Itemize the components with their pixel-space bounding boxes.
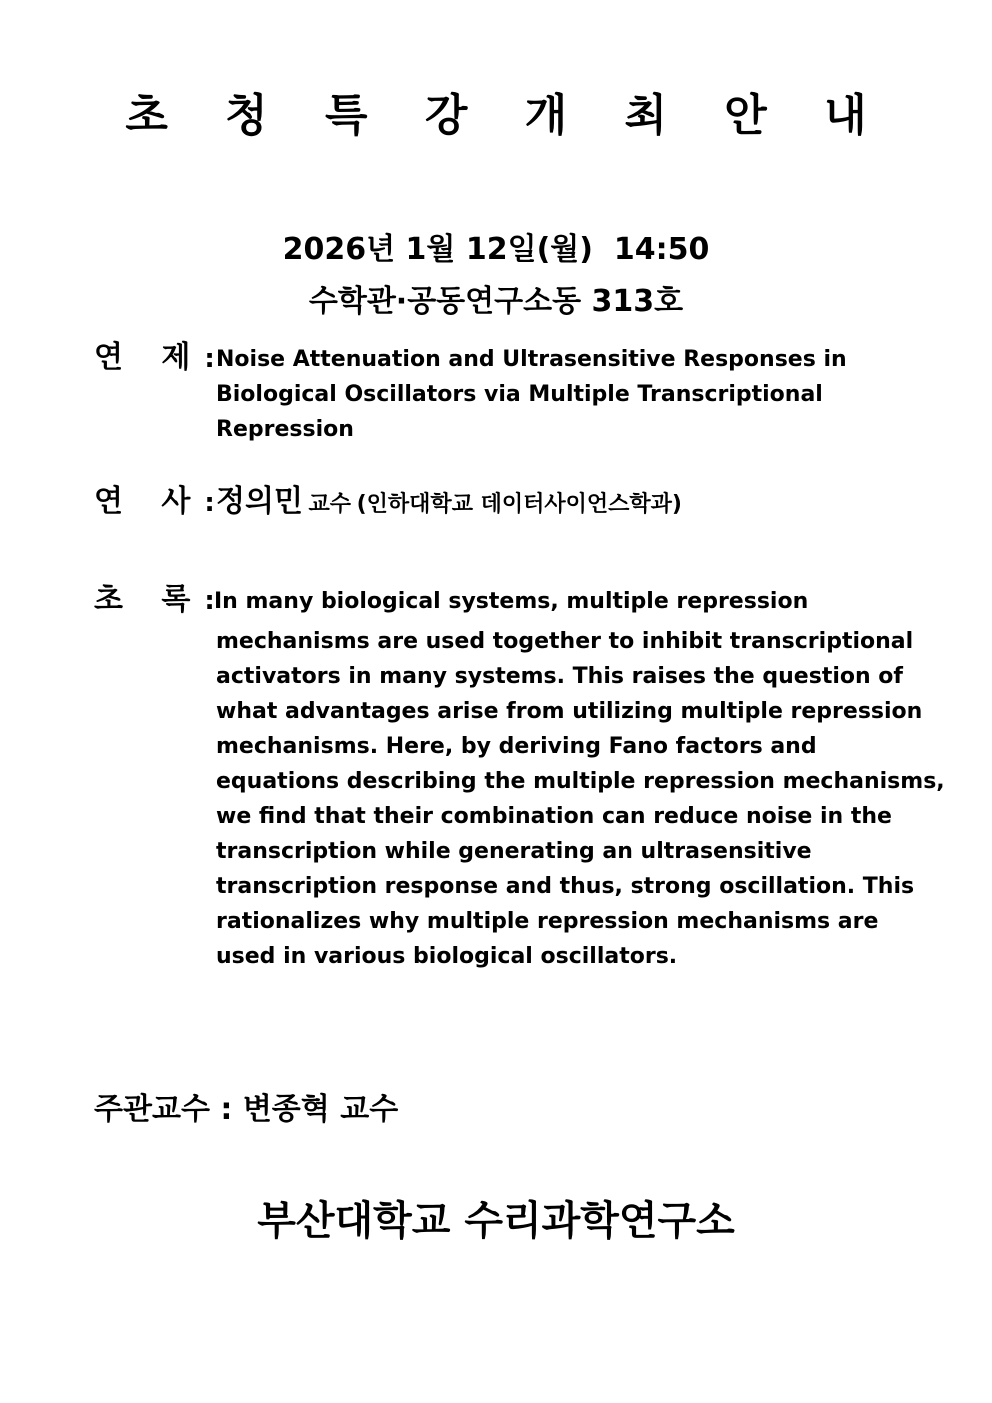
speaker-name: 정의민 <box>216 484 303 519</box>
speaker-label: 연 사 <box>94 484 205 519</box>
event-datetime: 2026년 1월 12일(월) 14:50 <box>282 232 710 267</box>
speaker-info <box>216 482 682 522</box>
host-name: 변종혁 교수 <box>242 1092 399 1127</box>
speaker-title: 교수 <box>308 492 352 517</box>
abstract-line: transcription while generating an ultrasensitive <box>216 839 812 864</box>
abstract-line: we find that their combination can reduce noise in the <box>216 804 892 829</box>
speaker-affiliation: (인하대학교 데이터사이언스학과) <box>356 492 682 517</box>
topic-label-row <box>94 338 215 379</box>
abstract-line: activators in many systems. This raises the question of <box>216 664 903 689</box>
announcement-title: 초 청 특 강 개 최 안 내 <box>125 90 888 141</box>
abstract-colon: : <box>204 586 215 616</box>
abstract-line: rationalizes why multiple repression mechanisms are <box>216 909 879 934</box>
host-label: 주관교수 <box>94 1092 210 1127</box>
organization-name: 부산대학교 수리과학연구소 <box>257 1198 735 1244</box>
topic-line: Repression <box>216 417 354 442</box>
abstract-line: mechanisms. Here, by deriving Fano factors and <box>216 734 817 759</box>
event-venue: 수학관·공동연구소동 313호 <box>308 284 684 319</box>
topic-label: 연 제 <box>94 340 205 375</box>
host-colon: : <box>220 1092 233 1127</box>
speaker-colon: : <box>204 488 215 518</box>
topic-text <box>216 342 936 447</box>
abstract-label: 초 록 <box>94 582 205 617</box>
abstract-line: In many biological systems, multiple repression <box>214 589 809 614</box>
speaker-label-row <box>94 482 215 523</box>
abstract-line: equations describing the multiple repression mechanisms, <box>216 769 945 794</box>
abstract-line: used in various biological oscillators. <box>216 944 678 969</box>
topic-colon: : <box>204 344 215 374</box>
topic-line: Noise Attenuation and Ultrasensitive Responses in <box>216 347 847 372</box>
abstract-line: what advantages arise from utilizing multiple repression <box>216 699 923 724</box>
abstract-label-row <box>94 580 215 621</box>
abstract-text <box>216 624 945 974</box>
host-row <box>94 1088 398 1132</box>
abstract-line: mechanisms are used together to inhibit transcriptional <box>216 629 914 654</box>
abstract-line: transcription response and thus, strong oscillation. This <box>216 874 915 899</box>
topic-line: Biological Oscillators via Multiple Transcriptional <box>216 382 823 407</box>
